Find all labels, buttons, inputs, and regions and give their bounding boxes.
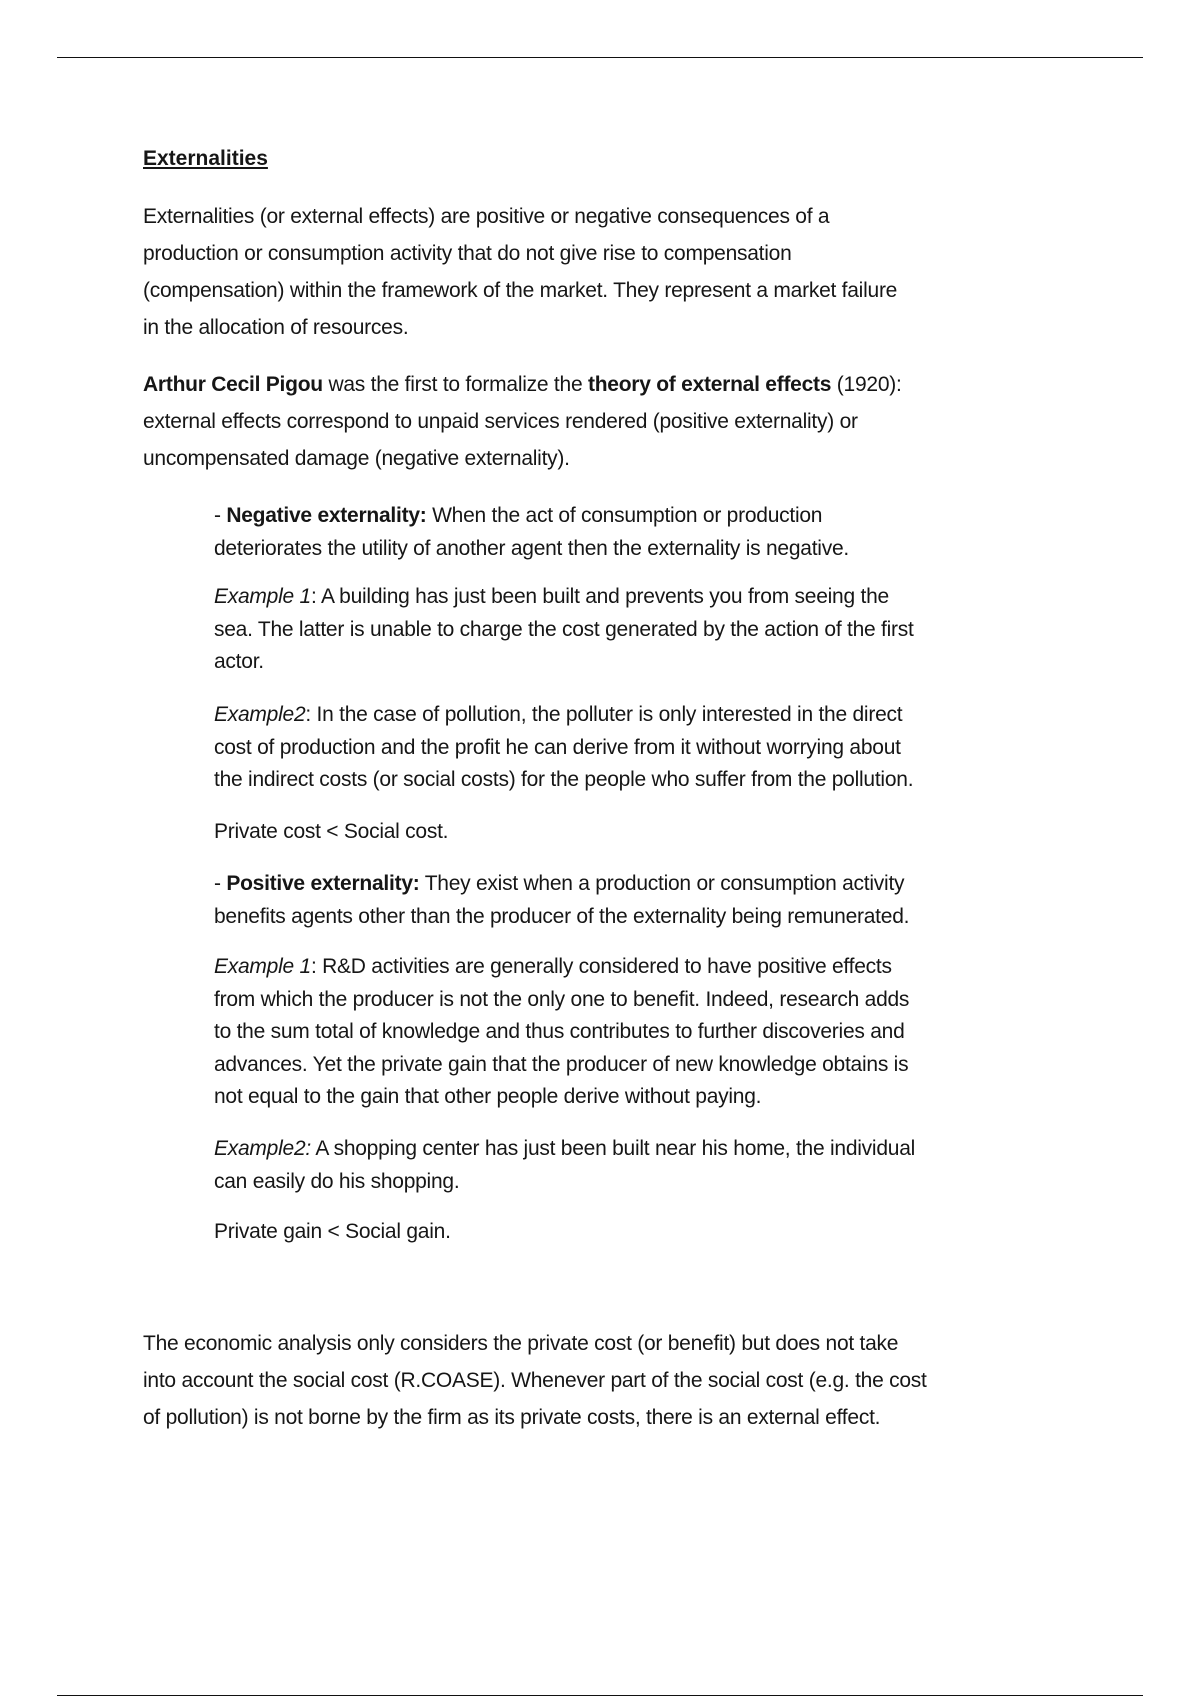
example-label: Example 1 (214, 585, 311, 608)
example-text: : A building has just been built and prevents you from seeing the (310, 585, 889, 608)
pigou-text: was the first to formalize the (322, 373, 588, 396)
private-cost-statement: Private cost < Social cost. (214, 820, 449, 843)
example-line: advances. Yet the private gain that the producer of new knowledge obtains is (214, 1052, 909, 1076)
positive-text: They exist when a production or consumption activity (419, 872, 905, 895)
example-text: : In the case of pollution, the polluter is only interested in the direct (305, 703, 903, 726)
negative-line: deteriorates the utility of another agent then the externality is negative. (214, 536, 849, 560)
pigou-name: Arthur Cecil Pigou (143, 373, 323, 396)
example-line (214, 581, 914, 614)
pigou-line: uncompensated damage (negative externality). (143, 447, 570, 470)
pigou-year: (1920): (831, 373, 902, 396)
positive-example-2 (214, 1133, 915, 1198)
pigou-theory: theory of external effects (587, 373, 832, 396)
pigou-paragraph (143, 366, 902, 477)
pigou-line (143, 366, 902, 403)
closing-line: of pollution) is not borne by the firm as its private costs, there is an external effect. (143, 1406, 881, 1429)
negative-externality-paragraph (214, 500, 849, 565)
footer-rule (57, 1695, 1143, 1696)
positive-example-1 (214, 951, 909, 1114)
example-line: can easily do his shopping. (214, 1169, 460, 1193)
negative-line (214, 500, 849, 533)
example-line (214, 1133, 915, 1166)
intro-line: production or consumption activity that do not give rise to compensation (143, 242, 792, 265)
example-line (214, 951, 909, 984)
closing-line: into account the social cost (R.COASE). Whenever part of the social cost (e.g. the cost (143, 1369, 927, 1392)
example-text: A shopping center has just been built near his home, the individual (310, 1137, 916, 1160)
intro-paragraph (143, 198, 897, 346)
negative-label: Negative externality: (226, 504, 427, 527)
pigou-line: external effects correspond to unpaid services rendered (positive externality) or (143, 410, 858, 433)
example-line: from which the producer is not the only one to benefit. Indeed, research adds (214, 987, 910, 1011)
closing-line: The economic analysis only considers the private cost (or benefit) but does not take (143, 1332, 899, 1355)
example-text: : R&D activities are generally considered to have positive effects (310, 955, 892, 978)
intro-line: (compensation) within the framework of the market. They represent a market failure (143, 279, 898, 302)
list-dash: - (214, 872, 227, 895)
private-gain-statement: Private gain < Social gain. (214, 1220, 451, 1243)
closing-paragraph (143, 1325, 927, 1436)
positive-label: Positive externality: (226, 872, 420, 895)
example-line: actor. (214, 650, 264, 673)
positive-externality-paragraph (214, 868, 909, 933)
example-line: not equal to the gain that other people derive without paying. (214, 1085, 762, 1108)
positive-line: benefits agents other than the producer of the externality being remunerated. (214, 904, 910, 928)
example-label: Example2: (214, 1137, 311, 1160)
example-line: sea. The latter is unable to charge the cost generated by the action of the first (214, 617, 914, 641)
example-line: cost of production and the profit he can derive from it without worrying about (214, 735, 901, 759)
list-dash: - (214, 504, 227, 527)
intro-line: Externalities (or external effects) are positive or negative consequences of a (143, 205, 830, 228)
positive-line (214, 868, 909, 901)
intro-line: in the allocation of resources. (143, 316, 409, 339)
negative-example-2 (214, 699, 913, 797)
example-line: the indirect costs (or social costs) for the people who suffer from the pollution. (214, 768, 914, 791)
example-label: Example 1 (214, 955, 311, 978)
document-title: Externalities (143, 147, 268, 170)
example-label: Example2 (214, 703, 306, 726)
example-line (214, 699, 913, 732)
example-line: to the sum total of knowledge and thus contributes to further discoveries and (214, 1020, 905, 1043)
negative-text: When the act of consumption or production (426, 504, 823, 527)
negative-example-1 (214, 581, 914, 679)
header-rule (57, 57, 1143, 58)
